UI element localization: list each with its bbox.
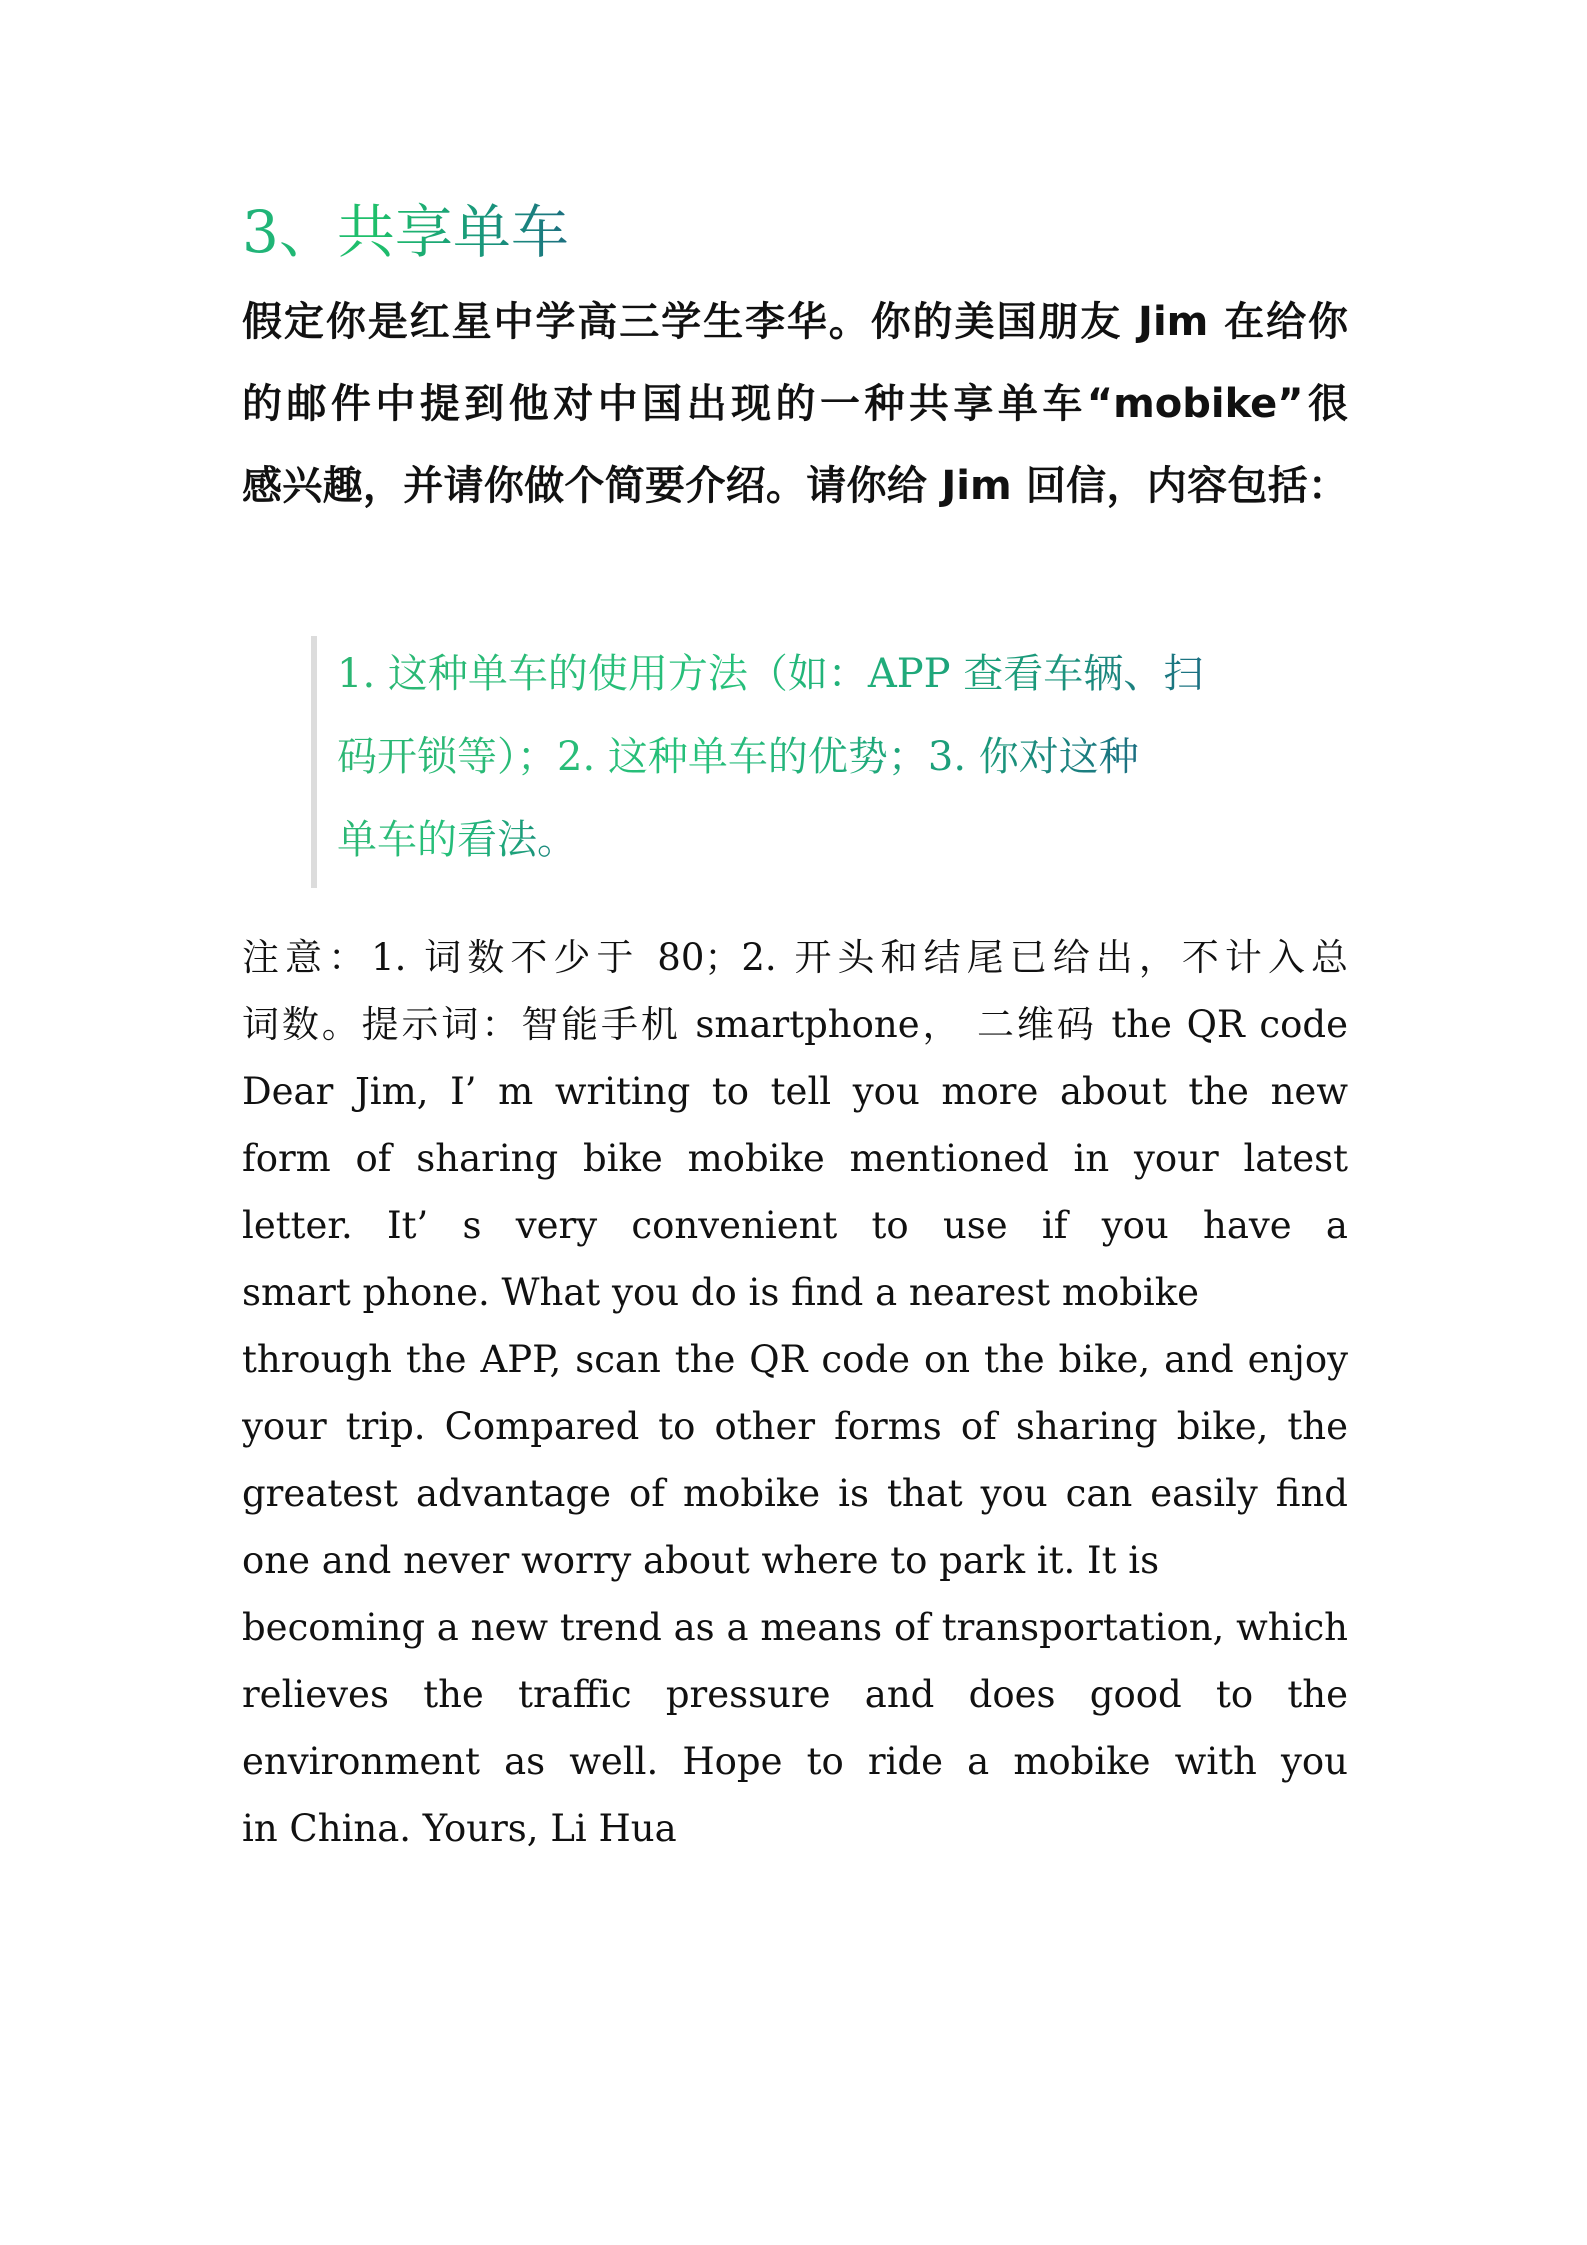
notes-line: 注意：1. 词数不少于 80；2. 开头和结尾已给出，不计入总 — [242, 936, 1348, 979]
notes-and-letter — [242, 926, 1348, 1864]
section-title: 3、共享单车 — [242, 198, 569, 266]
requirements-blockquote — [311, 636, 1237, 888]
letter-line: environment as well. Hope to ride a mobike with you — [242, 1740, 1348, 1783]
task-intro-paragraph — [242, 286, 1348, 532]
notes-line: 词数。提示词：智能手机 smartphone， 二维码 the QR code — [242, 1003, 1348, 1046]
requirement-line: 码开锁等）；2. 这种单车的优势；3. 你对这种 — [337, 719, 1139, 802]
letter-line: smart phone. What you do is find a nearest mobike — [242, 1271, 1200, 1314]
letter-line: becoming a new trend as a means of transportation, which — [242, 1606, 1348, 1649]
letter-line: through the APP, scan the QR code on the bike, and enjoy — [242, 1338, 1348, 1381]
letter-line: form of sharing bike mobike mentioned in your latest — [242, 1137, 1348, 1180]
letter-line: your trip. Compared to other forms of sharing bike, the — [242, 1405, 1348, 1448]
requirement-line: 1. 这种单车的使用方法（如：APP 查看车辆、扫 — [337, 636, 1203, 719]
letter-line: greatest advantage of mobike is that you can easily find — [242, 1472, 1348, 1515]
requirement-line: 单车的看法。 — [337, 802, 577, 885]
letter-line: one and never worry about where to park it. It is — [242, 1539, 1160, 1582]
intro-line: 假定你是红星中学高三学生李华。你的美国朋友 Jim 在给你 — [242, 299, 1348, 345]
letter-line: Dear Jim, I’ m writing to tell you more about the new — [242, 1070, 1348, 1113]
letter-closing-line: in China. Yours, Li Hua — [242, 1807, 677, 1850]
letter-line: relieves the traffic pressure and does good to the — [242, 1673, 1348, 1716]
letter-line: letter. It’ s very convenient to use if you have a — [242, 1204, 1348, 1247]
intro-line: 的邮件中提到他对中国出现的一种共享单车“mobike”很 — [242, 381, 1348, 427]
intro-line: 感兴趣，并请你做个简要介绍。请你给 Jim 回信，内容包括： — [242, 463, 1348, 509]
